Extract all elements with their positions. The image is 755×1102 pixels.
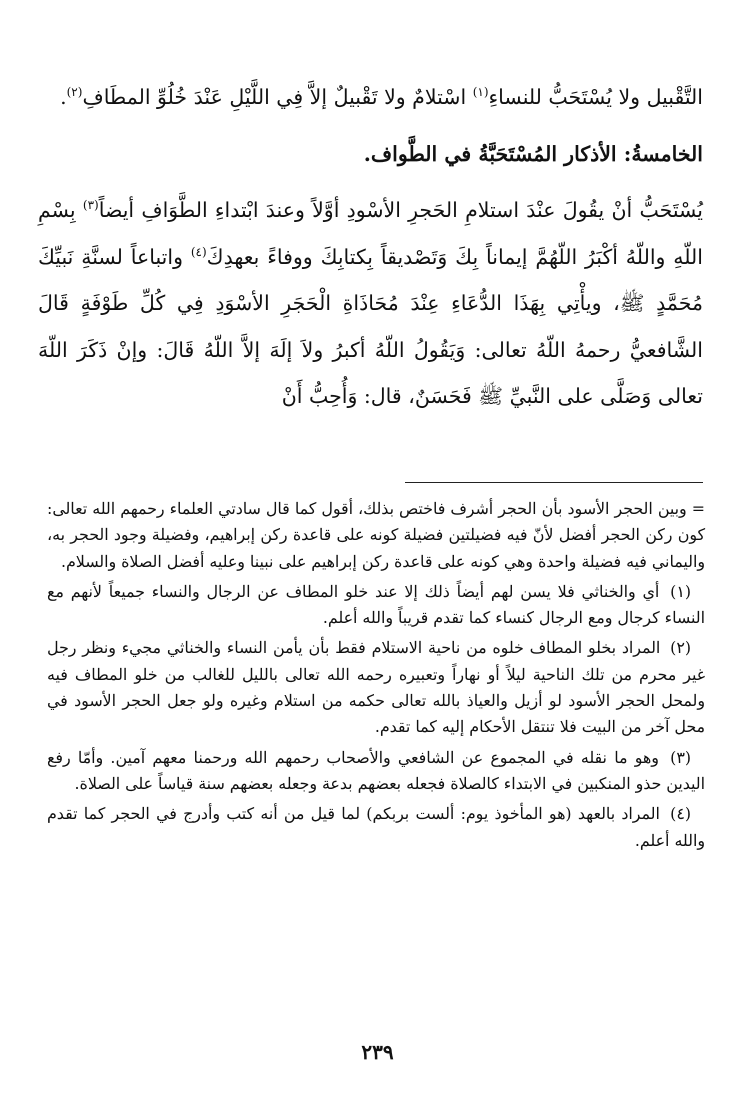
para2-text-c: واتباعاً لسنَّةِ نَبيِّكَ مُحَمَّدٍ ﷺ، ويأْتِي بِهَذَا الدُّعَاءِ عِنْدَ مُحَاذَاةِ الْحَجَرِ الأسْوَدِ فِي كُلِّ طَوْفَةٍ قَالَ الشَّافعيُّ رحمهُ اللّهُ تعالى: وَيَقُولُ اللّهُ أكبرُ ولاَ إلَهَ إلاَّ اللّهُ قَالَ: وإنْ ذَكَرَ اللّهَ تعالى وَصَلَّى على النَّبيِّ ﷺ فَحَسَنٌ، قال: وَأُحِبُّ أَنْ: [38, 244, 703, 408]
footnote-1: [47, 579, 705, 632]
footnotes-block: [47, 496, 705, 858]
footnote-2: [47, 635, 705, 740]
para1-text-b: اسْتلامٌ ولا تَقْبيلٌ إلاَّ فِي اللَّيْلِ عَنْدَ خُلُوِّ المطَافِ: [82, 85, 473, 109]
paragraph-1: [38, 74, 703, 121]
section-heading: [38, 131, 703, 178]
footnote-separator: [405, 482, 703, 483]
footnote-ref-4: (٤): [190, 244, 207, 259]
footnote-3-number: (٣): [670, 747, 691, 767]
footnote-1-number: (١): [670, 581, 691, 601]
footnote-continuation: = وبين الحجر الأسود بأن الحجر أشرف فاختص بذلك، أقول كما قال سادتي العلماء رحمهم الله تعالى: كون ركن الحجر أفضل لأنّ فيه فضيلتين فضيلة كونه على قاعدة ركن إبراهيم، وفضيلة وجود الحجر به، واليماني فيه فضيلة واحدة وهي كونه على قاعدة ركن إبراهيم على نبينا وعليه أفضل الصلاة والسلام.: [47, 499, 705, 571]
para1-text-a: التَّقْبيل ولا يُسْتَحَبُّ للنساءِ: [488, 85, 703, 109]
heading-label: الخامسةُ:: [623, 141, 703, 166]
footnote-ref-3: (٣): [82, 198, 99, 213]
footnote-3-text: وهو ما نقله في المجموع عن الشافعي والأصحاب رحمهم الله ورحمنا معهم آمين. وأمّا رفع اليدين حذو المنكبين في الابتداء كالصلاة فجعله بعضهم بدعة وجعله بعضهم سنة قياساً على الصلاة.: [47, 747, 705, 793]
para1-end: .: [60, 85, 67, 109]
footnote-2-text: المراد بخلو المطاف خلوه من ناحية الاستلام فقط بأن يأمن النساء والخناثي مجيء ونظر رجل غير محرم من تلك الناحية ليلاً أو نهاراً وتعبيره رحمه الله تعالى بالليل للغالب من خلو المطاف فيه ولمحل الحجر الأسود لو أزيل والعياذ بالله تعالى حكمه من استلام وغيره ولو جعل الحجر الأسود في محل آخر من البيت فلا تنتقل الأحكام إليه كما تقدم.: [47, 638, 705, 737]
para2-text-a: يُسْتَحَبُّ أنْ يقُولَ عنْدَ استلامِ الحَجرِ الأسْودِ أوَّلاً وعندَ ابْتداءِ الطَّوَافِ أيضاً: [98, 198, 703, 222]
heading-title: الأذكار المُسْتَحَبَّةُ في الطَّواف.: [363, 141, 624, 166]
paragraph-2: [38, 187, 703, 420]
main-text-block: [38, 74, 703, 420]
footnote-ref-2: (٢): [66, 85, 83, 100]
footnote-1-text: أي والخناثي فلا يسن لهم أيضاً ذلك إلا عند خلو المطاف عن الرجال والنساء جميعاً لأنهم مع النساء كرجال ومع الرجال كنساء كما تقدم قريباً والله أعلم.: [47, 581, 705, 628]
footnote-2-number: (٢): [670, 638, 691, 658]
para2-text-b: بِسْمِ اللّهِ واللّهُ أكْبَرُ اللّهُمَّ إيماناً بِكَ وَتَصْديقاً بِكتابِكَ ووفاءً بعهدِكَ: [38, 198, 703, 269]
footnote-4: [47, 801, 705, 854]
footnote-4-number: (٤): [670, 804, 691, 824]
footnote-3: [47, 745, 705, 798]
footnote-ref-1: (١): [472, 85, 489, 100]
footnote-4-text: المراد بالعهد (هو المأخوذ يوم: ألست بربكم) لما قيل من أنه كتب وأدرج في الحجر كما تقدم والله أعلم.: [47, 804, 705, 850]
page-number: ٢٣٩: [361, 1040, 394, 1064]
